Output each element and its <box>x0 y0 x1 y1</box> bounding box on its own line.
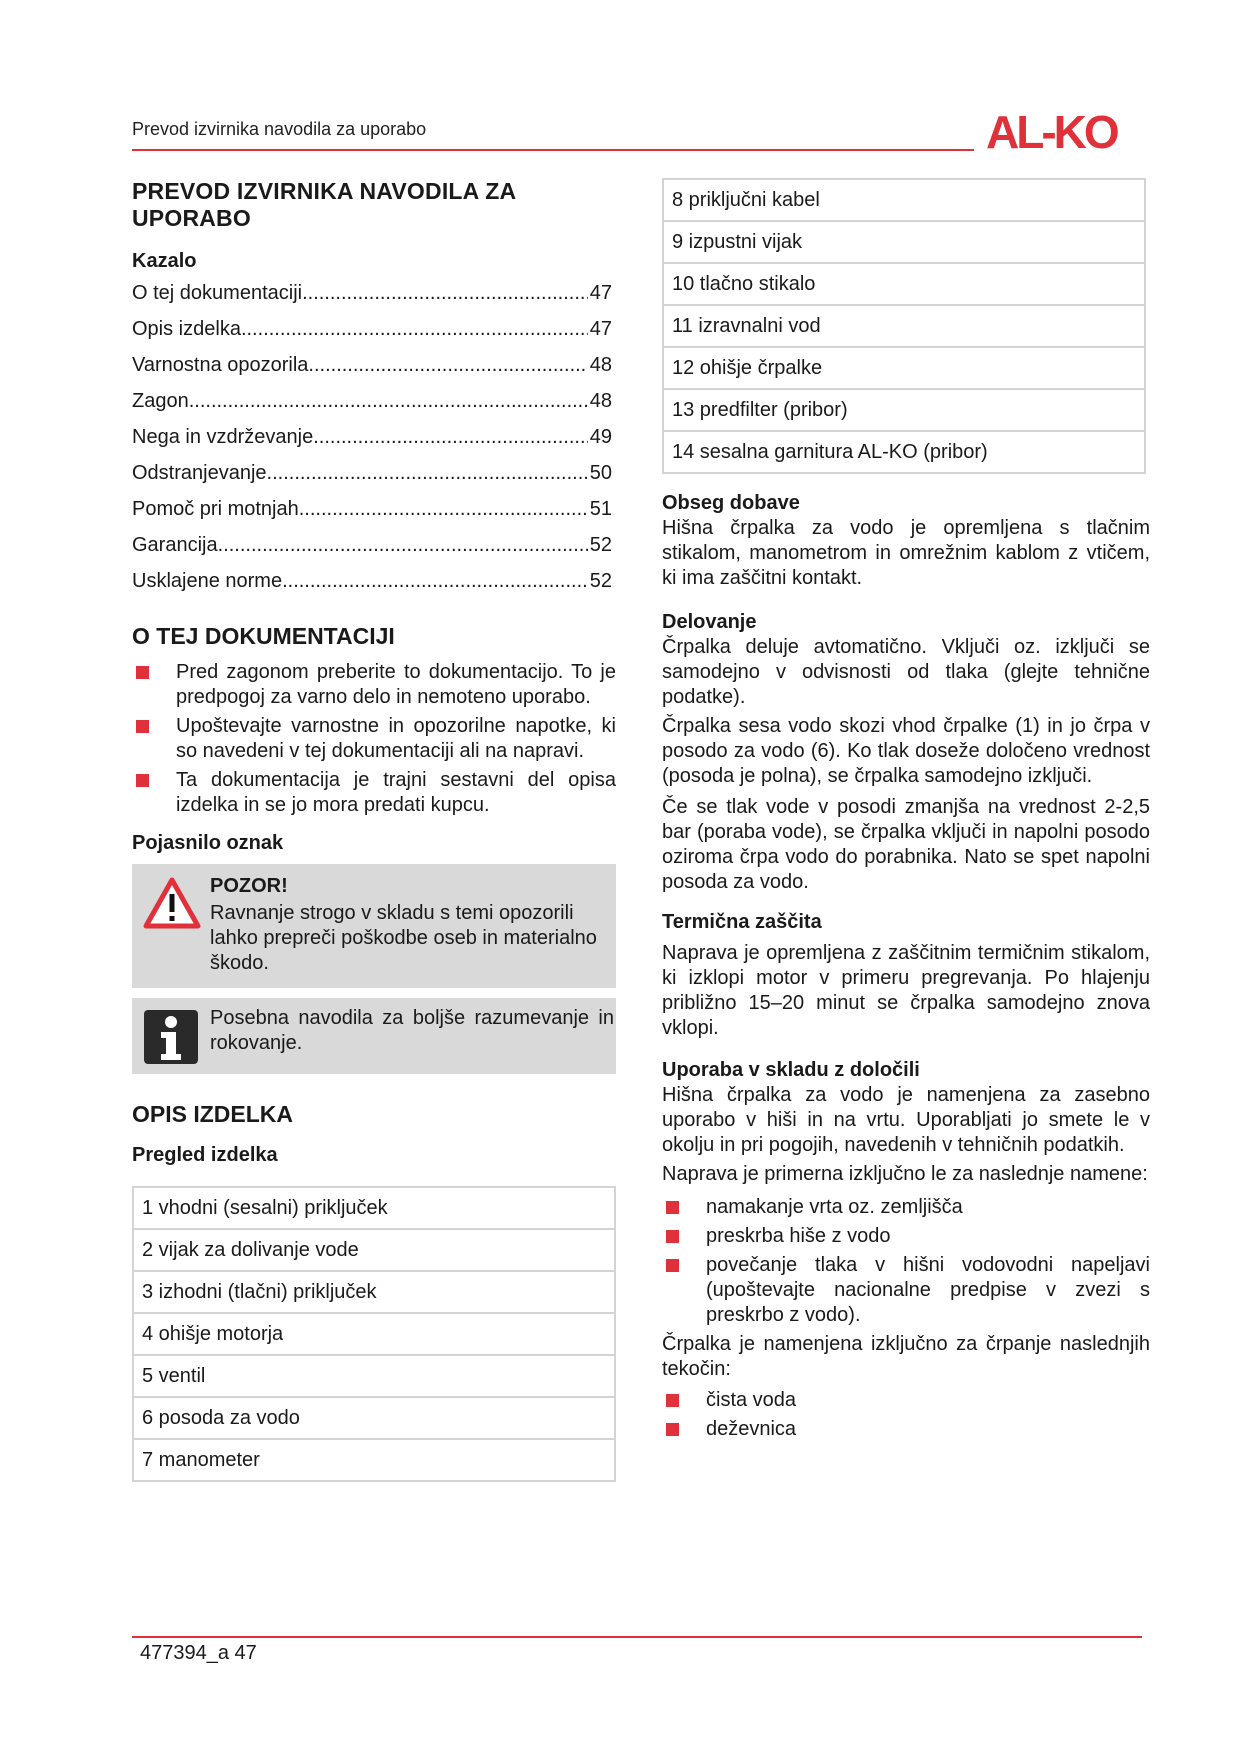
toc-item[interactable]: Usklajene norme ..... 52 <box>132 568 612 604</box>
toc-item[interactable]: Pomoč pri motnjah ..... 51 <box>132 496 612 532</box>
toc-item[interactable]: Zagon ..... 48 <box>132 388 612 424</box>
table-row: 13 predfilter (pribor) <box>663 389 1145 431</box>
alko-logo <box>986 108 1144 154</box>
table-row: 2 vijak za dolivanje vode <box>133 1229 615 1271</box>
info-box <box>132 998 616 1074</box>
usage-p2: Naprava je primerna izključno le za naslednje namene: <box>662 1163 1148 1185</box>
overview-heading: Pregled izdelka <box>132 1144 278 1166</box>
toc-item[interactable]: O tej dokumentaciji ..... 47 <box>132 280 612 316</box>
info-text: Posebna navodila za boljše razumevanje in rokovanje. <box>210 1007 614 1054</box>
table-row: 5 ventil <box>133 1355 615 1397</box>
header-divider <box>132 149 974 151</box>
table-row: 11 izravnalni vod <box>663 305 1145 347</box>
list-item: povečanje tlaka v hišni vodovodni napeljavi (upoštevajte nacionalne predpise v zvezi s preskrbo z vodo). <box>662 1253 1150 1328</box>
operation-p3: Če se tlak vode v posodi zmanjša na vrednost 2-2,5 bar (poraba vode), se črpalka vključi in napolni posodo oziroma črpa vodo do porabnika. Nato se spet napolni posoda za vodo. <box>662 796 1150 893</box>
parts-table-right <box>662 178 1146 474</box>
list-item: Upoštevajte varnostne in opozorilne napotke, ki so navedeni v tej dokumentaciji ali na napravi. <box>132 714 616 764</box>
usage-liquids <box>662 1388 1150 1442</box>
right-column <box>662 178 1150 1446</box>
parts-table-left <box>132 1186 616 1482</box>
list-item: čista voda <box>662 1388 1150 1413</box>
list-item: preskrba hiše z vodo <box>662 1224 1150 1249</box>
bullet-square-icon <box>666 1259 679 1272</box>
table-row: 12 ohišje črpalke <box>663 347 1145 389</box>
bullet-square-icon <box>666 1423 679 1436</box>
table-row: 1 vhodni (sesalni) priključek <box>133 1187 615 1229</box>
left-column <box>132 178 616 1482</box>
list-item: Ta dokumentacija je trajni sestavni del opisa izdelka in se jo mora predati kupcu. <box>132 768 616 818</box>
toc-item[interactable]: Nega in vzdrževanje ..... 49 <box>132 424 612 460</box>
warning-title: POZOR! <box>210 875 288 897</box>
scope-heading: Obseg dobave <box>662 492 800 514</box>
main-title: PREVOD IZVIRNIKA NAVODILA ZA UPORABO <box>132 178 516 231</box>
list-item: Pred zagonom preberite to dokumentacijo. To je predpogoj za varno delo in nemoteno uporabo. <box>132 660 616 710</box>
toc-heading: Kazalo <box>132 250 197 272</box>
table-row: 9 izpustni vijak <box>663 221 1145 263</box>
table-row: 4 ohišje motorja <box>133 1313 615 1355</box>
table-row: 7 manometer <box>133 1439 615 1481</box>
toc-item[interactable]: Garancija ..... 52 <box>132 532 612 568</box>
toc-item[interactable]: Odstranjevanje ..... 50 <box>132 460 612 496</box>
about-bullets <box>132 660 616 818</box>
list-item: deževnica <box>662 1417 1150 1442</box>
usage-heading: Uporaba v skladu z določili <box>662 1059 920 1081</box>
logo-text: AL-KO <box>986 108 1117 154</box>
bullet-square-icon <box>136 774 149 787</box>
toc-item[interactable]: Opis izdelka ..... 47 <box>132 316 612 352</box>
warning-text: Ravnanje strogo v skladu s temi opozorili lahko prepreči poškodbe oseb in materialno škodo. <box>210 902 597 974</box>
operation-p1: Črpalka deluje avtomatično. Vključi oz. izključi se samodejno v odvisnosti od tlaka (glejte tehnične podatke). <box>662 636 1150 708</box>
bullet-square-icon <box>666 1394 679 1407</box>
warning-triangle-icon <box>142 876 202 930</box>
bullet-square-icon <box>136 720 149 733</box>
list-item: namakanje vrta oz. zemljišča <box>662 1195 1150 1220</box>
thermal-heading: Termična zaščita <box>662 911 822 933</box>
bullet-square-icon <box>666 1230 679 1243</box>
toc-item[interactable]: Varnostna opozorila ..... 48 <box>132 352 612 388</box>
bullet-square-icon <box>136 666 149 679</box>
footer-page-number: 477394_a 47 <box>140 1642 257 1664</box>
table-row: 10 tlačno stikalo <box>663 263 1145 305</box>
scope-text: Hišna črpalka za vodo je opremljena s tlačnim stikalom, manometrom in omrežnim kablom z vtičem, ki ima zaščitni kontakt. <box>662 517 1150 589</box>
product-heading: OPIS IZDELKA <box>132 1101 294 1127</box>
info-icon <box>144 1010 198 1064</box>
usage-p3: Črpalka je namenjena izključno za črpanje naslednjih tekočin: <box>662 1333 1150 1380</box>
table-row: 14 sesalna garnitura AL-KO (pribor) <box>663 431 1145 473</box>
toc-list <box>132 280 616 604</box>
about-heading: O TEJ DOKUMENTACIJI <box>132 623 395 649</box>
table-row: 8 priključni kabel <box>663 179 1145 221</box>
thermal-text: Naprava je opremljena z zaščitnim termičnim stikalom, ki izklopi motor v primeru pregrevanja. Po hlajenju približno 15–20 minut se črpalka samodejno znova vklopi. <box>662 942 1150 1039</box>
usage-purposes <box>662 1195 1150 1328</box>
legend-heading: Pojasnilo oznak <box>132 832 284 854</box>
footer-divider <box>132 1636 1142 1638</box>
warning-box <box>132 864 616 988</box>
bullet-square-icon <box>666 1201 679 1214</box>
header-title: Prevod izvirnika navodila za uporabo <box>132 119 427 139</box>
operation-p2: Črpalka sesa vodo skozi vhod črpalke (1) in jo črpa v posodo za vodo (6). Ko tlak doseže določeno vrednost (posoda je polna), se črpalka samodejno izključi. <box>662 715 1150 787</box>
table-row: 3 izhodni (tlačni) priključek <box>133 1271 615 1313</box>
table-row: 6 posoda za vodo <box>133 1397 615 1439</box>
operation-heading: Delovanje <box>662 611 757 633</box>
usage-p1: Hišna črpalka za vodo je namenjena za zasebno uporabo v hiši in na vrtu. Uporabljati jo smete le v okolju in pri pogojih, navedenih v tehničnih podatkih. <box>662 1084 1150 1156</box>
